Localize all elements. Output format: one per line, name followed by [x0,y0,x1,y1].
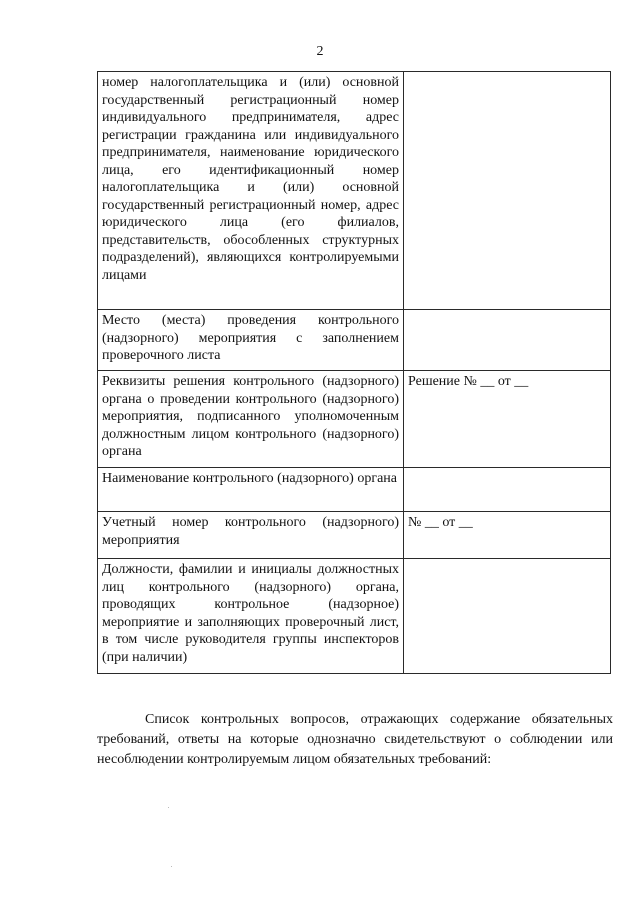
scan-speck [171,866,172,867]
label-decision-details: Реквизиты решения контрольного (надзорного) органа о проведении контрольного (надзорного) мероприятия, подписанного уполномоченным должностным лицом контрольного (надзорного) органа [98,371,404,468]
scan-speck [168,807,169,808]
table-row-controlled-person [98,72,611,310]
value-decision-details: Решение № __ от __ [404,371,611,468]
label-inspection-place: Место (места) проведения контрольного (надзорного) мероприятия с заполнением проверочного листа [98,310,404,371]
label-officials: Должности, фамилии и инициалы должностных лиц контрольного (надзорного) органа, проводящих контрольное (надзорное) мероприятие и заполняющих проверочный лист, в том числе руководителя группы инспекторов (при наличии) [98,559,404,674]
table-row-decision-details [98,371,611,468]
checklist-header-table [97,71,611,674]
table-row-officials [98,559,611,674]
table-row-inspection-place [98,310,611,371]
value-inspection-place [404,310,611,371]
label-authority-name: Наименование контрольного (надзорного) органа [98,468,404,512]
label-registration-number: Учетный номер контрольного (надзорного) мероприятия [98,512,404,559]
table-row-authority-name [98,468,611,512]
checklist-questions-intro: Список контрольных вопросов, отражающих содержание обязательных требований, ответы на которые однозначно свидетельствуют о соблюдении или несоблюдении контролируемым лицом обязательных требований: [97,712,613,767]
value-authority-name [404,468,611,512]
value-controlled-person [404,72,611,310]
label-controlled-person: номер налогоплательщика и (или) основной государственный регистрационный номер индивидуального предпринимателя, адрес регистрации гражданина или индивидуального предпринимателя, наименование юридического лица, его идентификационный номер налогоплательщика и (или) основной государственный регистрационный номер, адрес юридического лица (его филиалов, представительств, обособленных структурных подразделений), являющихся контролируемыми лицами [98,72,404,310]
value-officials [404,559,611,674]
value-registration-number: № __ от __ [404,512,611,559]
page-number: 2 [316,44,324,59]
table-row-registration-number [98,512,611,559]
